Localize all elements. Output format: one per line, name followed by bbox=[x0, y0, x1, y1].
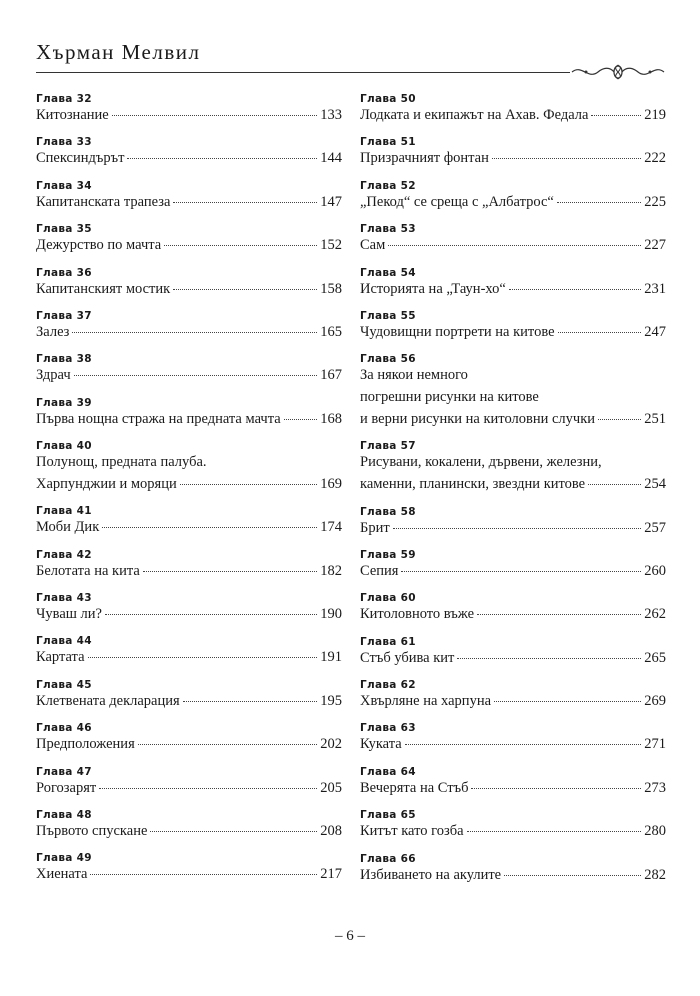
chapter-title: Капитанският мостик bbox=[36, 280, 171, 297]
toc-line bbox=[36, 237, 342, 254]
dot-leader bbox=[99, 788, 317, 789]
toc-entry bbox=[36, 719, 342, 762]
toc-line bbox=[36, 736, 342, 753]
chapter-label: Глава 47 bbox=[36, 765, 92, 778]
toc-entry bbox=[36, 546, 342, 589]
chapter-title: Историята на „Таун-хо“ bbox=[360, 280, 506, 297]
chapter-title: Първа нощна стража на предната мачта bbox=[36, 410, 281, 427]
toc-line bbox=[36, 194, 342, 211]
toc-line bbox=[360, 281, 666, 298]
dot-leader bbox=[405, 744, 642, 745]
chapter-label: Глава 64 bbox=[360, 765, 416, 778]
toc-entry bbox=[360, 850, 666, 893]
toc-entry bbox=[360, 350, 666, 437]
chapter-label: Глава 56 bbox=[360, 353, 416, 366]
toc-entry bbox=[360, 503, 666, 546]
toc-line bbox=[36, 823, 342, 840]
toc-entry bbox=[36, 307, 342, 350]
page-number: 269 bbox=[644, 693, 666, 710]
chapter-label: Глава 48 bbox=[36, 809, 92, 822]
page-number: 227 bbox=[644, 237, 666, 254]
page-number: 208 bbox=[320, 823, 342, 840]
page-number: 205 bbox=[320, 779, 342, 796]
chapter-label: Глава 65 bbox=[360, 809, 416, 822]
chapter-title: Избиването на акулите bbox=[360, 866, 502, 883]
toc-entry bbox=[360, 307, 666, 350]
toc-line bbox=[360, 823, 666, 840]
page-number: 182 bbox=[320, 562, 342, 579]
chapter-label: Глава 36 bbox=[36, 266, 92, 279]
chapter-title: Хвърляне на харпуна bbox=[360, 693, 492, 710]
chapter-title: Призрачният фонтан bbox=[360, 150, 489, 167]
page-number: 273 bbox=[644, 779, 666, 796]
chapter-title: Брит bbox=[360, 519, 390, 536]
toc-entry bbox=[360, 90, 666, 133]
dot-leader bbox=[591, 115, 641, 116]
toc-line bbox=[360, 693, 666, 710]
chapter-title: Сам bbox=[360, 237, 386, 254]
page-number: 158 bbox=[320, 280, 342, 297]
dot-leader bbox=[72, 332, 317, 333]
dot-leader bbox=[173, 289, 317, 290]
page-number: 251 bbox=[644, 411, 666, 428]
page-number: 231 bbox=[644, 280, 666, 297]
page-number: 222 bbox=[644, 150, 666, 167]
chapter-title: Китоловното въже bbox=[360, 606, 475, 623]
dot-leader bbox=[150, 831, 317, 832]
chapter-label: Глава 34 bbox=[36, 179, 92, 192]
toc-entry bbox=[36, 394, 342, 437]
dot-leader bbox=[74, 375, 318, 376]
toc-entry bbox=[360, 806, 666, 849]
page-number: 147 bbox=[320, 193, 342, 210]
dot-leader bbox=[88, 657, 318, 658]
running-header-title: Хърман Мелвил bbox=[36, 40, 201, 64]
toc-entry bbox=[36, 589, 342, 632]
dot-leader bbox=[127, 158, 317, 159]
chapter-title: Първото спускане bbox=[36, 823, 148, 840]
chapter-label: Глава 44 bbox=[36, 635, 92, 648]
page-number: 169 bbox=[320, 476, 342, 493]
page-number: 167 bbox=[320, 367, 342, 384]
chapter-title: Клетвената декларация bbox=[36, 692, 180, 709]
page-number: 217 bbox=[320, 866, 342, 883]
dot-leader bbox=[477, 614, 641, 615]
chapter-title: и верни рисунки на китоловни случки bbox=[360, 411, 595, 428]
chapter-title: Залез bbox=[36, 323, 70, 340]
page-number: 174 bbox=[320, 519, 342, 536]
dot-leader bbox=[393, 528, 642, 529]
page-number: 265 bbox=[644, 649, 666, 666]
chapter-label: Глава 61 bbox=[360, 635, 416, 648]
toc-entry bbox=[360, 177, 666, 220]
page-number: 280 bbox=[644, 823, 666, 840]
dot-leader bbox=[588, 484, 641, 485]
page-number: 282 bbox=[644, 866, 666, 883]
dot-leader bbox=[183, 701, 318, 702]
toc-line bbox=[36, 324, 342, 341]
chapter-label: Глава 46 bbox=[36, 722, 92, 735]
toc-entry bbox=[360, 589, 666, 632]
chapter-label: Глава 42 bbox=[36, 548, 92, 561]
page-number: 133 bbox=[320, 107, 342, 123]
toc-column-left bbox=[36, 90, 342, 893]
page-number: 219 bbox=[644, 107, 666, 123]
page-number: 262 bbox=[644, 606, 666, 623]
chapter-label: Глава 53 bbox=[360, 223, 416, 236]
chapter-label: Глава 49 bbox=[36, 852, 92, 865]
dot-leader bbox=[494, 701, 641, 702]
chapter-label: Глава 55 bbox=[360, 309, 416, 322]
chapter-title-line: Рисувани, кокалени, дървени, железни, bbox=[360, 454, 602, 471]
chapter-label: Глава 50 bbox=[360, 93, 416, 105]
header-rule bbox=[36, 72, 570, 73]
dot-leader bbox=[558, 332, 642, 333]
chapter-label: Глава 59 bbox=[360, 548, 416, 561]
toc-entry bbox=[360, 437, 666, 502]
dot-leader bbox=[164, 245, 317, 246]
chapter-title: Предположения bbox=[36, 736, 135, 753]
dot-leader bbox=[509, 289, 641, 290]
chapter-label: Глава 57 bbox=[360, 440, 416, 453]
chapter-title-line: За някои немного bbox=[360, 367, 468, 384]
toc-entry bbox=[36, 264, 342, 307]
chapter-label: Глава 41 bbox=[36, 505, 92, 518]
chapter-title: Чудовищни портрети на китове bbox=[360, 323, 555, 340]
toc-line bbox=[36, 107, 342, 124]
chapter-label: Глава 43 bbox=[36, 592, 92, 605]
toc-line bbox=[36, 281, 342, 298]
toc-line bbox=[36, 780, 342, 797]
page-number: 168 bbox=[320, 410, 342, 427]
toc-line bbox=[360, 650, 666, 667]
toc-line bbox=[36, 367, 342, 384]
dot-leader bbox=[102, 527, 317, 528]
page-number: 165 bbox=[320, 323, 342, 340]
dot-leader bbox=[388, 245, 641, 246]
chapter-title: Лодката и екипажът на Ахав. Федала bbox=[360, 107, 589, 123]
dot-leader bbox=[492, 158, 641, 159]
toc-entry bbox=[36, 437, 342, 502]
chapter-label: Глава 33 bbox=[36, 136, 92, 149]
dot-leader bbox=[112, 115, 318, 116]
chapter-title: Вечерята на Стъб bbox=[360, 779, 469, 796]
dot-leader bbox=[143, 571, 317, 572]
chapter-title: Чуваш ли? bbox=[36, 606, 102, 623]
chapter-title: Китът като гозба bbox=[360, 823, 464, 840]
chapter-label: Глава 60 bbox=[360, 592, 416, 605]
page-number: 247 bbox=[644, 323, 666, 340]
page-number: 257 bbox=[644, 519, 666, 536]
toc-line bbox=[36, 606, 342, 623]
flourish-ornament-icon bbox=[570, 62, 666, 82]
toc-entry bbox=[36, 350, 342, 393]
dot-leader bbox=[284, 419, 318, 420]
toc-line bbox=[36, 519, 342, 536]
dot-leader bbox=[457, 658, 641, 659]
chapter-label: Глава 45 bbox=[36, 678, 92, 691]
toc-line bbox=[360, 520, 666, 537]
chapter-label: Глава 54 bbox=[360, 266, 416, 279]
toc-entry bbox=[360, 763, 666, 806]
chapter-label: Глава 38 bbox=[36, 353, 92, 366]
chapter-label: Глава 66 bbox=[360, 852, 416, 865]
dot-leader bbox=[173, 202, 317, 203]
dot-leader bbox=[504, 875, 641, 876]
dot-leader bbox=[105, 614, 317, 615]
page-number: 190 bbox=[320, 606, 342, 623]
page-number: 144 bbox=[320, 150, 342, 167]
dot-leader bbox=[90, 874, 317, 875]
chapter-title: Китознание bbox=[36, 107, 109, 123]
toc-line bbox=[360, 411, 666, 428]
toc-entry bbox=[36, 849, 342, 892]
toc-line bbox=[36, 150, 342, 167]
toc-line bbox=[360, 780, 666, 797]
page-number: 260 bbox=[644, 562, 666, 579]
page-number: 152 bbox=[320, 237, 342, 254]
toc-line bbox=[360, 237, 666, 254]
toc-line bbox=[360, 476, 666, 493]
toc-entry bbox=[36, 220, 342, 263]
dot-leader bbox=[557, 202, 641, 203]
chapter-label: Глава 63 bbox=[360, 722, 416, 735]
chapter-title: Дежурство по мачта bbox=[36, 237, 162, 254]
toc-entry bbox=[360, 719, 666, 762]
toc-entry bbox=[360, 220, 666, 263]
dot-leader bbox=[138, 744, 318, 745]
chapter-label: Глава 58 bbox=[360, 505, 416, 518]
toc-line bbox=[36, 476, 342, 493]
chapter-title: Здрач bbox=[36, 367, 71, 384]
chapter-label: Глава 35 bbox=[36, 223, 92, 236]
toc-line bbox=[360, 867, 666, 884]
chapter-title: Капитанската трапеза bbox=[36, 193, 171, 210]
toc-entry bbox=[360, 264, 666, 307]
chapter-label: Глава 32 bbox=[36, 93, 92, 105]
chapter-title-line: Полунощ, предната палуба. bbox=[36, 454, 207, 471]
toc-entry bbox=[36, 90, 342, 133]
toc-column-right bbox=[360, 90, 666, 893]
dot-leader bbox=[401, 571, 641, 572]
page-footer-number: – 6 – bbox=[335, 928, 365, 944]
toc-line bbox=[360, 606, 666, 623]
chapter-label: Глава 40 bbox=[36, 440, 92, 453]
dot-leader bbox=[471, 788, 641, 789]
chapter-title: Белотата на кита bbox=[36, 562, 140, 579]
page-number: 271 bbox=[644, 736, 666, 753]
toc-line bbox=[360, 107, 666, 124]
chapter-title: Рогозарят bbox=[36, 779, 97, 796]
chapter-title: Куката bbox=[360, 736, 402, 753]
chapter-title: Харпунджии и моряци bbox=[36, 476, 177, 493]
chapter-label: Глава 62 bbox=[360, 679, 416, 692]
toc-entry bbox=[360, 633, 666, 676]
toc-line bbox=[360, 150, 666, 167]
toc-line bbox=[36, 866, 342, 883]
toc-line bbox=[360, 736, 666, 753]
toc-entry bbox=[36, 502, 342, 545]
toc-line bbox=[360, 194, 666, 211]
toc-entry bbox=[360, 546, 666, 589]
toc-entry bbox=[36, 806, 342, 849]
page-number: 225 bbox=[644, 193, 666, 210]
page-number: 195 bbox=[320, 692, 342, 709]
toc-line bbox=[360, 324, 666, 341]
chapter-title-line: погрешни рисунки на китове bbox=[360, 389, 539, 406]
chapter-title: „Пекод“ се среща с „Албатрос“ bbox=[360, 193, 554, 210]
page-number: 202 bbox=[320, 736, 342, 753]
chapter-title: каменни, планински, звездни китове bbox=[360, 476, 586, 493]
dot-leader bbox=[598, 419, 641, 420]
chapter-title: Хиената bbox=[36, 866, 88, 883]
toc-line bbox=[36, 411, 342, 428]
toc-entry bbox=[36, 177, 342, 220]
toc-line bbox=[36, 693, 342, 710]
chapter-title: Картата bbox=[36, 649, 85, 666]
toc-entry bbox=[360, 133, 666, 176]
toc-line bbox=[36, 563, 342, 580]
toc-entry bbox=[36, 763, 342, 806]
chapter-label: Глава 37 bbox=[36, 309, 92, 322]
page-number: 191 bbox=[320, 649, 342, 666]
page-number: 254 bbox=[644, 476, 666, 493]
toc-line bbox=[36, 649, 342, 666]
dot-leader bbox=[180, 484, 318, 485]
chapter-title: Спексиндърът bbox=[36, 150, 125, 167]
toc-entry bbox=[36, 632, 342, 675]
chapter-title: Моби Дик bbox=[36, 519, 100, 536]
chapter-label: Глава 52 bbox=[360, 179, 416, 192]
chapter-title: Сепия bbox=[360, 562, 399, 579]
chapter-label: Глава 51 bbox=[360, 136, 416, 149]
toc-line bbox=[360, 563, 666, 580]
dot-leader bbox=[467, 831, 642, 832]
toc-entry bbox=[36, 133, 342, 176]
chapter-title: Стъб убива кит bbox=[360, 649, 455, 666]
chapter-label: Глава 39 bbox=[36, 396, 92, 409]
toc-entry bbox=[360, 676, 666, 719]
toc-entry bbox=[36, 676, 342, 719]
